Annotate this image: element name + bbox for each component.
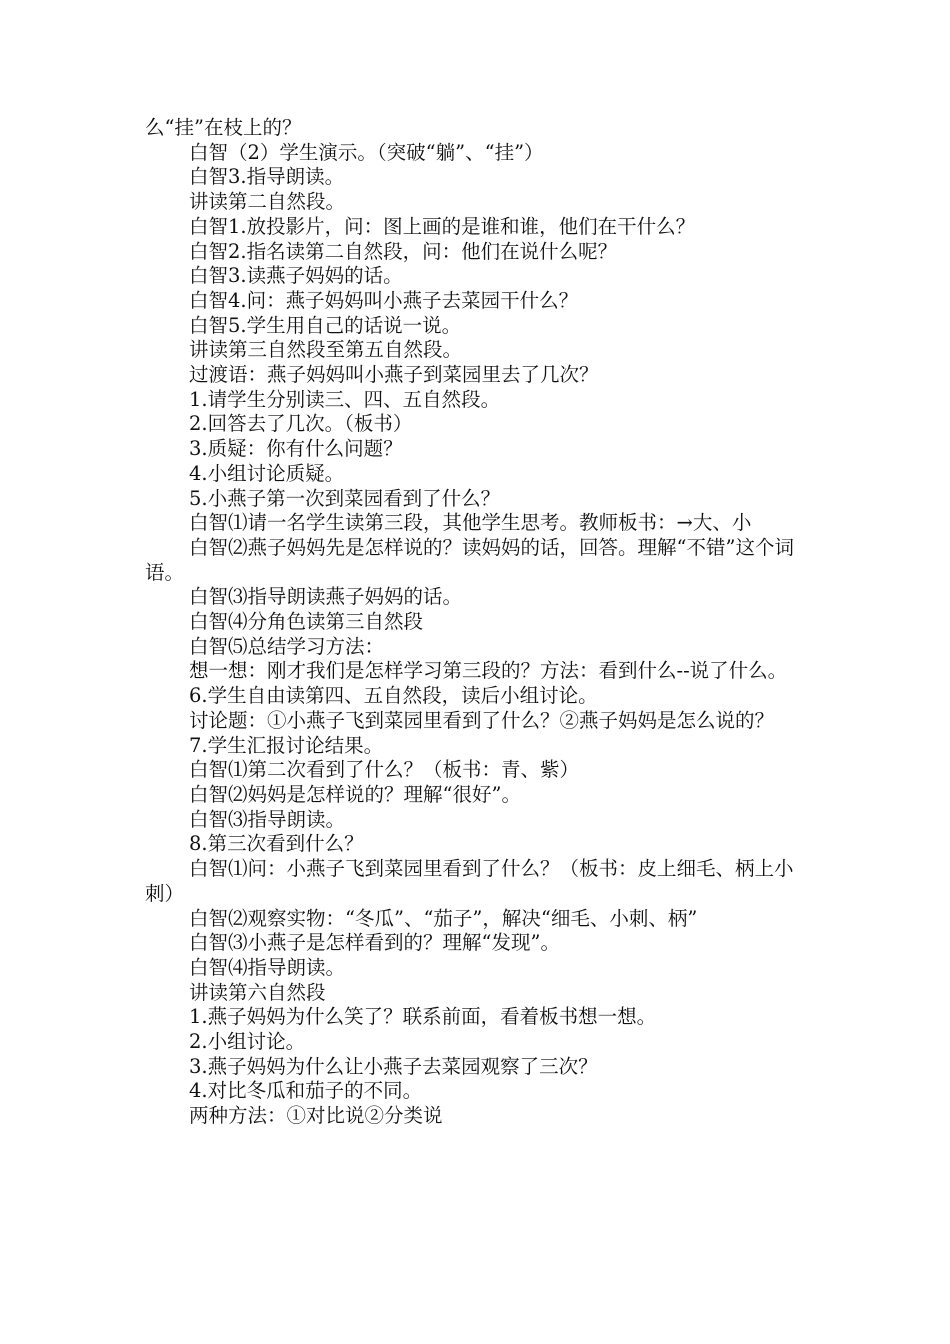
paragraph-39: 两种方法：①对比说②分类说	[189, 1104, 443, 1128]
paragraph-23: 6.学生自由读第四、五自然段，读后小组讨论。	[189, 684, 598, 708]
paragraph-18: 白智⑵燕子妈妈先是怎样说的？读妈妈的话，回答。理解“不错”这个词语。	[145, 535, 794, 584]
paragraph-34: 讲读第六自然段	[189, 980, 326, 1004]
paragraph-5: 白智1.放投影片，问：图上画的是谁和谁，他们在干什么？	[189, 214, 696, 238]
paragraph-16: 5.小燕子第一次到菜园看到了什么？	[189, 486, 501, 510]
paragraph-26: 白智⑴第二次看到了什么？（板书：青、紫）	[189, 758, 580, 782]
paragraph-32: 白智⑶小燕子是怎样看到的？理解“发现”。	[189, 931, 560, 955]
paragraph-27: 白智⑵妈妈是怎样说的？理解“很好”。	[189, 782, 521, 806]
paragraph-12: 1.请学生分别读三、四、五自然段。	[189, 387, 501, 411]
paragraph-13: 2.回答去了几次。（板书）	[189, 412, 413, 436]
paragraph-1: 么“挂”在枝上的？	[145, 116, 302, 139]
paragraph-37: 3.燕子妈妈为什么让小燕子去菜园观察了三次？	[189, 1054, 598, 1078]
paragraph-7: 白智3.读燕子妈妈的话。	[189, 264, 403, 288]
paragraph-3: 白智3.指导朗读。	[189, 165, 345, 189]
paragraph-6: 白智2.指名读第二自然段，问：他们在说什么呢？	[189, 239, 618, 263]
paragraph-2: 白智（2）学生演示。（突破“躺”、“挂”）	[189, 140, 544, 164]
paragraph-10: 讲读第三自然段至第五自然段。	[189, 338, 463, 362]
paragraph-36: 2.小组讨论。	[189, 1030, 306, 1054]
paragraph-31: 白智⑵观察实物：“冬瓜”、“茄子”，解决“细毛、小刺、柄”	[189, 906, 698, 930]
paragraph-11: 过渡语：燕子妈妈叫小燕子到菜园里去了几次？	[189, 363, 599, 387]
paragraph-30: 白智⑴问：小燕子飞到菜园里看到了什么？（板书：皮上细毛、柄上小刺）	[145, 857, 794, 905]
paragraph-22: 想一想：刚才我们是怎样学习第三段的？方法：看到什么--说了什么。	[189, 659, 788, 683]
paragraph-29: 8.第三次看到什么？	[189, 832, 364, 856]
paragraph-21: 白智⑸总结学习方法：	[189, 634, 385, 658]
paragraph-17: 白智⑴请一名学生读第三段，其他学生思考。教师板书：→大、小	[189, 511, 752, 535]
paragraph-4: 讲读第二自然段。	[189, 190, 346, 214]
paragraph-15: 4.小组讨论质疑。	[189, 461, 345, 485]
paragraph-24: 讨论题：①小燕子飞到菜园里看到了什么？②燕子妈妈是怎么说的？	[189, 708, 775, 732]
paragraph-8: 白智4.问：燕子妈妈叫小燕子去菜园干什么？	[189, 288, 579, 312]
paragraph-14: 3.质疑：你有什么问题？	[189, 437, 403, 461]
paragraph-38: 4.对比冬瓜和茄子的不同。	[189, 1079, 423, 1103]
paragraph-20: 白智⑷分角色读第三自然段	[189, 610, 424, 634]
paragraph-35: 1.燕子妈妈为什么笑了？联系前面，看着板书想一想。	[189, 1005, 657, 1029]
paragraph-9: 白智5.学生用自己的话说一说。	[189, 313, 462, 337]
paragraph-28: 白智⑶指导朗读。	[189, 807, 346, 831]
paragraph-19: 白智⑶指导朗读燕子妈妈的话。	[189, 585, 463, 609]
document-body	[145, 116, 810, 1129]
paragraph-25: 7.学生汇报讨论结果。	[189, 733, 384, 757]
paragraph-33: 白智⑷指导朗读。	[189, 955, 346, 979]
